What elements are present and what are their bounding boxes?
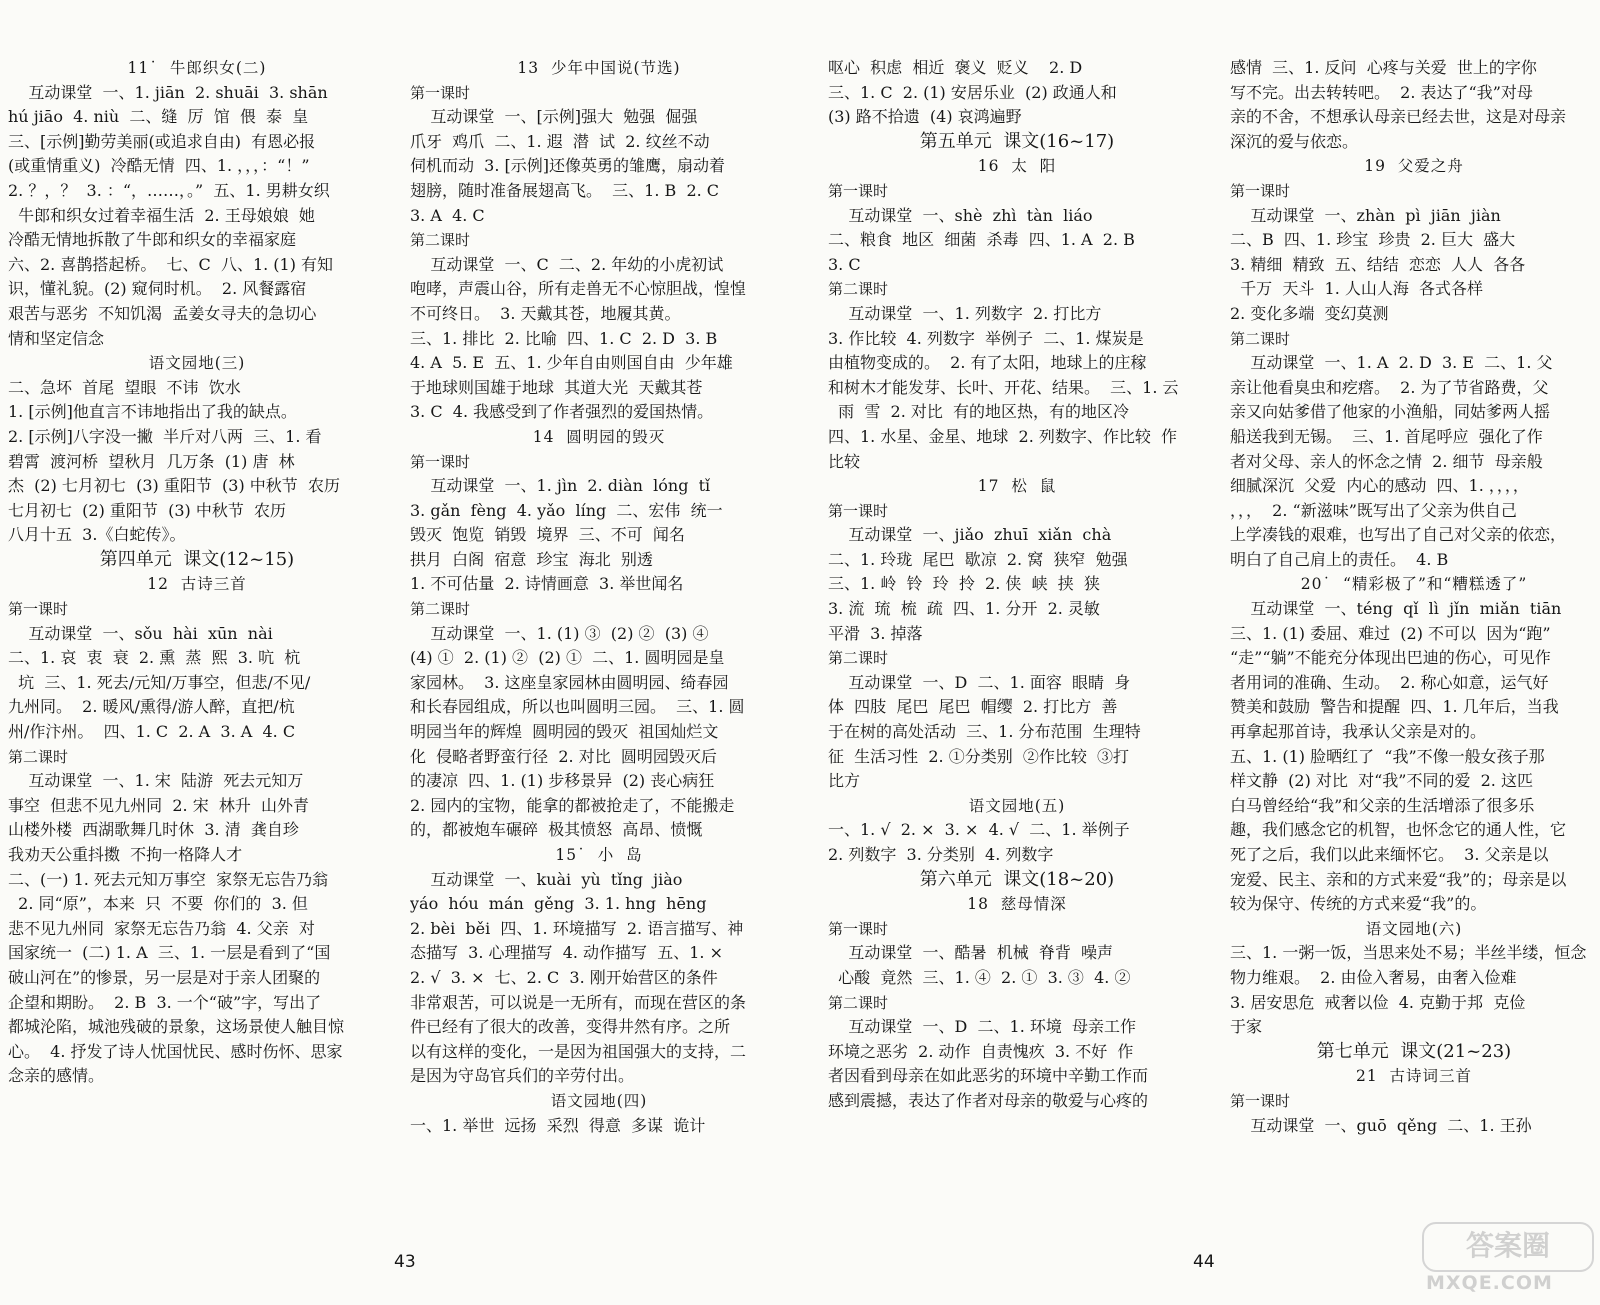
answer-line: (3) 路不拾遗 (4) 哀鸿遍野 (828, 107, 1022, 127)
lesson-heading: 18 慈母情深 (967, 895, 1067, 914)
answer-line: 2. 列数字 3. 分类别 4. 列数字 (828, 845, 1054, 864)
answer-line: 二、B 四、1. 珍宝 珍贵 2. 巨大 盛大 (1230, 230, 1516, 250)
lesson-period-label: 第一课时 (1230, 1091, 1291, 1110)
answer-line: 者用词的准确、生动。 2. 称心如意，运气好 (1230, 672, 1549, 692)
answer-line: 3. A 4. C (410, 205, 485, 225)
answer-line: 互动课堂 一、1. jiān 2. shuāi 3. shān (8, 82, 328, 102)
answer-line: 以有这样的变化，一是因为祖国强大的支持，二 (410, 1041, 747, 1061)
answer-line: 比较 (828, 451, 861, 471)
answer-line: 3. C 4. 我感受到了作者强烈的爱国热情。 (410, 402, 714, 422)
lesson-period-label: 第二课时 (828, 280, 889, 299)
answer-line: 二、1. 玲珑 尾巴 歇凉 2. 窝 狭窄 勉强 (828, 549, 1128, 569)
answer-line: yáo hóu mán gěng 3. 1. hng hēng (410, 894, 707, 914)
answer-line: (4) ① 2. (1) ② (2) ① 二、1. 圆明园是皇 (410, 648, 725, 668)
answer-line: 和树木才能发芽、长叶、开花、结果。 三、1. 云 (828, 377, 1179, 397)
answer-line: 互动课堂 一、[示例]强大 勉强 倔强 (410, 107, 698, 127)
lesson-period-label: 第二课时 (8, 747, 69, 766)
answer-line: 三、1. C 2. (1) 安居乐业 (2) 政通人和 (828, 82, 1117, 102)
answer-line: 五、1. (1) 脸晒红了 “我”不像一般女孩子那 (1230, 746, 1545, 766)
answer-line: 念亲的感情。 (8, 1066, 105, 1086)
answer-line: 伺机而动 3. [示例]还像英勇的雏鹰，扇动着 (410, 156, 726, 176)
answer-line: 八月十五 3.《白蛇传》。 (8, 525, 186, 545)
lesson-period-label: 第二课时 (410, 600, 471, 619)
answer-line: 互动课堂 一、guō qěng 二、1. 王孙 (1230, 1115, 1532, 1135)
answer-line: 深沉的爱与依恋。 (1230, 131, 1359, 151)
answer-line: 较为保守、传统的方式来爱“我”的。 (1230, 894, 1487, 914)
answer-line: 的，都被炮车碾碎 极其愤怒 高昂、愤慨 (410, 820, 703, 840)
answer-line: 比方 (828, 771, 861, 791)
answer-line: 互动课堂 一、sǒu hài xūn nài (8, 623, 273, 643)
page-number-right: 44 (1193, 1252, 1215, 1272)
answer-line: 写不完。出去转转吧。 2. 表达了“我”对母 (1230, 82, 1533, 102)
watermark-logo: 答案圈 (1422, 1222, 1594, 1272)
answer-line: 征 生活习性 2. ①分类别 ②作比较 ③打 (828, 746, 1130, 766)
answer-line: 互动课堂 一、酷暑 机械 脊背 噪声 (828, 943, 1114, 963)
watermark-url: MXQE.COM (1426, 1272, 1553, 1294)
answer-line: 亲的不舍，不想承认母亲已经去世，这是对母亲 (1230, 107, 1567, 127)
answer-line: (或重情重义) 冷酷无情 四、1. ，，，：“！” (8, 156, 310, 176)
lesson-heading: 17 松 鼠 (977, 477, 1057, 496)
answer-line: 毁灭 饱览 销毁 境界 三、不可 闻名 (410, 525, 685, 545)
answer-line: 的凄凉 四、1. (1) 步移景异 (2) 丧心病狂 (410, 771, 715, 791)
answer-line: 破山河在”的惨景，另一层是对于亲人团聚的 (8, 967, 321, 987)
answer-line: 四、1. 水星、金星、地球 2. 列数字、作比较 作 (828, 426, 1178, 446)
unit-heading: 第七单元 课文(21~23) (1316, 1040, 1512, 1062)
lesson-period-label: 第一课时 (1230, 181, 1291, 200)
lesson-period-label: 第一课时 (8, 600, 69, 619)
answer-line: 趣，我们感念它的机智，也怀念它的通人性，它 (1230, 820, 1567, 840)
answer-column-4 (1230, 56, 1598, 1138)
answer-line: 体 四肢 尾巴 尾巴 帽缨 2. 打比方 善 (828, 697, 1118, 717)
answer-line: 化 侵略者野蛮行径 2. 对比 圆明园毁灭后 (410, 746, 717, 766)
answer-line: 3. 作比较 4. 列数字 举例子 二、1. 煤炭是 (828, 328, 1144, 348)
answer-line: 情和坚定信念 (8, 328, 105, 348)
answer-line: 非常艰苦，可以说是一无所有，而现在营区的条 (410, 992, 747, 1012)
answer-line: 是因为守岛官兵们的辛劳付出。 (410, 1066, 635, 1086)
answer-line: 上学凑钱的艰难，也写出了自己对父亲的依恋， (1230, 525, 1567, 545)
answer-line: 九州同。 2. 暖风/熏得/游人醉，直把/杭 (8, 697, 295, 717)
answer-line: 心酸 竟然 三、1. ④ 2. ① 3. ③ 4. ② (828, 967, 1131, 987)
answer-line: 再拿起那首诗，我承认父亲是对的。 (1230, 722, 1487, 742)
answer-line: 都城沦陷，城池残破的景象，这场景使人触目惊 (8, 1017, 345, 1037)
answer-line: hú jiāo 4. niù 二、缝 厉 馆 偎 泰 皇 (8, 107, 309, 127)
answer-line: 亲让他看臭虫和疙瘩。 2. 为了节省路费，父 (1230, 377, 1549, 397)
answer-line: 死了之后，我们以此来缅怀它。 3. 父亲是以 (1230, 845, 1549, 864)
answer-line: 冷酷无情地拆散了牛郎和织女的幸福家庭 (8, 230, 297, 250)
page-number-left: 43 (394, 1252, 416, 1272)
answer-line: 二、粮食 地区 细菌 杀毒 四、1. A 2. B (828, 230, 1135, 250)
answer-line: 三、[示例]勤劳美丽(或追求自由) 有恩必报 (8, 131, 316, 151)
answer-line: 1. [示例]他直言不讳地指出了我的缺点。 (8, 402, 297, 422)
answer-line: 七月初七 (2) 重阳节 (3) 中秋节 农历 (8, 500, 287, 520)
lesson-period-label: 第一课时 (410, 83, 471, 102)
answer-line: 互动课堂 一、zhàn pì jiān jiàn (1230, 205, 1501, 225)
answer-line: 碧霄 渡河桥 望秋月 几万条 (1) 唐 林 (8, 451, 295, 471)
lesson-period-label: 第二课时 (1230, 329, 1291, 348)
answer-line: 1. 不可估量 2. 诗情画意 3. 举世闻名 (410, 574, 684, 594)
answer-line: “走”“躺”不能充分体现出巴迪的伤心，可见作 (1230, 648, 1551, 668)
answer-line: ，，， 2. “新滋味”既写出了父亲为供自己 (1230, 500, 1517, 520)
answer-column-3 (828, 56, 1206, 1114)
answer-line: 事空 但悲不见九州同 2. 宋 林升 山外青 (8, 795, 310, 815)
answer-line: 件已经有了很大的改善，变得井然有序。之所 (410, 1017, 731, 1037)
answer-line: 2. bèi běi 四、1. 环境描写 2. 语言描写、神 (410, 918, 744, 938)
answer-line: 互动课堂 一、jiǎo zhuī xiǎn chà (828, 525, 1112, 545)
answer-line: 三、1. 排比 2. 比喻 四、1. C 2. D 3. B (410, 328, 718, 348)
answer-line: 于在树的高处活动 三、1. 分布范围 生理特 (828, 722, 1141, 742)
answer-line: 拱月 白阁 宿意 珍宝 海北 别透 (410, 549, 653, 569)
lesson-heading: 20˙ “精彩极了”和“糟糕透了” (1300, 575, 1528, 594)
answer-line: 互动课堂 一、1. 列数字 2. 打比方 (828, 303, 1102, 323)
answer-line: 二、1. 哀 衷 衰 2. 熏 蒸 熙 3. 吭 杭 (8, 648, 301, 668)
lesson-heading: 13 少年中国说(节选) (517, 59, 681, 77)
answer-line: 互动课堂 一、1. A 2. D 3. E 二、1. 父 (1230, 353, 1553, 373)
lesson-heading: 12 古诗三首 (147, 575, 247, 594)
watermark (1420, 1222, 1592, 1300)
answer-line: 坑 三、1. 死去/元知/万事空，但悲/不见/ (8, 672, 311, 692)
answer-line: 咆哮，声震山谷，所有走兽无不心惊胆战，惶惶 (410, 279, 747, 299)
answer-line: 3. 居安思危 戒奢以俭 4. 克勤于邦 克俭 (1230, 992, 1526, 1012)
unit-heading: 第五单元 课文(16~17) (919, 130, 1115, 152)
answer-column-2 (410, 56, 788, 1138)
answer-line: 宠爱、民主、亲和的方式来爱“我”的；母亲是以 (1230, 869, 1567, 889)
answer-line: 不可终日。 3. 天戴其苍，地履其黄。 (410, 303, 681, 323)
lesson-heading: 16 太 阳 (977, 157, 1057, 176)
lesson-heading: 语文园地(三) (148, 354, 246, 373)
answer-line: 爪牙 鸡爪 二、1. 遐 潜 试 2. 纹丝不动 (410, 131, 710, 151)
lesson-period-label: 第二课时 (828, 993, 889, 1012)
answer-line: 一、1. 举世 远扬 采烈 得意 多谋 诡计 (410, 1115, 706, 1135)
answer-line: 2. 变化多端 变幻莫测 (1230, 303, 1389, 323)
lesson-period-label: 第一课时 (828, 501, 889, 520)
answer-line: 州/作汴州。 四、1. C 2. A 3. A 4. C (8, 722, 296, 742)
answer-line: 物力维艰。 2. 由俭入奢易，由奢入俭难 (1230, 967, 1517, 987)
answer-line: 3. C (828, 254, 861, 274)
answer-line: 互动课堂 一、téng qǐ lì jǐn miǎn tiān (1230, 599, 1562, 619)
lesson-period-label: 第一课时 (828, 181, 889, 200)
answer-line: 亲又向姑爹借了他家的小渔船，同姑爹两人摇 (1230, 402, 1551, 422)
answer-line: 环境之恶劣 2. 动作 自责愧疚 3. 不好 作 (828, 1041, 1134, 1061)
answer-line: 互动课堂 一、1. 宋 陆游 死去元知万 (8, 771, 304, 791)
answer-line: 三、1. 一粥一饭，当思来处不易；半丝半缕，恒念 (1230, 943, 1587, 963)
answer-line: 互动课堂 一、D 二、1. 环境 母亲工作 (828, 1017, 1137, 1037)
answer-line: 和长春园组成，所以也叫圆明三园。 三、1. 圆 (410, 697, 745, 717)
answer-line: 明白了自己肩上的责任。 4. B (1230, 549, 1449, 569)
lesson-heading: 21 古诗词三首 (1355, 1067, 1473, 1086)
answer-line: 2. 同“原”，本来 只 不要 你们的 3. 但 (8, 894, 308, 914)
lesson-heading: 语文园地(六) (1365, 919, 1463, 938)
answer-line: 心。 4. 抒发了诗人忧国忧民、感时伤怀、思家 (8, 1041, 343, 1061)
answer-line: 者因看到母亲在如此恶劣的环境中辛勤工作而 (828, 1066, 1149, 1086)
answer-line: 二、(一) 1. 死去元知万事空 家祭无忘告乃翁 (8, 869, 329, 889)
lesson-heading: 11˙ 牛郎织女(二) (127, 59, 267, 77)
answer-line: 呕心 积虑 相近 褒义 贬义 2. D (828, 58, 1083, 77)
answer-line: 2. 园内的宝物，能拿的都被抢走了，不能搬走 (410, 795, 735, 815)
answer-line: 3. 精细 精致 五、结结 恋恋 人人 各各 (1230, 254, 1526, 274)
answer-column-1 (8, 56, 386, 1089)
answer-line: 于家 (1230, 1017, 1263, 1037)
lesson-heading: 15˙ 小 岛 (555, 846, 643, 864)
answer-line: 翅膀，随时准备展翅高飞。 三、1. B 2. C (410, 180, 720, 200)
answer-line: 4. A 5. E 五、1. 少年自由则国自由 少年雄 (410, 353, 733, 373)
answer-line: 赞美和鼓励 警告和提醒 四、1. 几年后，当我 (1230, 697, 1559, 717)
lesson-heading: 19 父爱之舟 (1364, 157, 1464, 176)
answer-line: 互动课堂 一、D 二、1. 面容 眼睛 身 (828, 672, 1131, 692)
answer-line: 互动课堂 一、shè zhì tàn liáo (828, 205, 1093, 225)
answer-line: 杰 (2) 七月初七 (3) 重阳节 (3) 中秋节 农历 (8, 476, 340, 496)
answer-line: 我劝天公重抖擞 不拘一格降人才 (8, 845, 243, 864)
answer-line: 山楼外楼 西湖歌舞几时休 3. 清 龚自珍 (8, 820, 299, 840)
lesson-period-label: 第一课时 (828, 919, 889, 938)
answer-line: 互动课堂 一、kuài yù tǐng jiào (410, 869, 683, 889)
answer-line: 感到震撼，表达了作者对母亲的敬爱与心疼的 (828, 1090, 1149, 1110)
answer-line: 互动课堂 一、1. jìn 2. diàn lóng tǐ (410, 476, 711, 496)
answer-line: 3. 流 琉 梳 疏 四、1. 分开 2. 灵敏 (828, 599, 1100, 619)
answer-line: 船送我到无锡。 三、1. 首尾呼应 强化了作 (1230, 426, 1543, 446)
answer-line: 2. [示例]八字没一撇 半斤对八两 三、1. 看 (8, 426, 322, 446)
answer-line: 细腻深沉 父爱 内心的感动 四、1. ，，，， (1230, 476, 1529, 496)
answer-line: 3. gǎn fèng 4. yǎo líng 二、宏伟 统一 (410, 500, 723, 520)
answer-line: 识，懂礼貌。(2) 窥伺时机。 2. 风餐露宿 (8, 279, 307, 299)
answer-line: 态描写 3. 心理描写 4. 动作描写 五、1. × (410, 943, 723, 963)
answer-line: 由植物变成的。 2. 有了太阳，地球上的庄稼 (828, 353, 1147, 373)
answer-line: 三、1. 岭 铃 玲 拎 2. 侠 峡 挟 狭 (828, 574, 1100, 594)
answer-line: 平滑 3. 掉落 (828, 623, 923, 643)
lesson-period-label: 第一课时 (410, 452, 471, 471)
answer-line: 2. ？，？ 3. ：“，……，。” 五、1. 男耕女织 (8, 180, 330, 200)
answer-line: 悲不见九州同 家祭无忘告乃翁 4. 父亲 对 (8, 918, 315, 938)
answer-line: 于地球则国雄于地球 其道大光 天戴其苍 (410, 377, 703, 397)
lesson-period-label: 第二课时 (410, 231, 471, 250)
answer-line: 者对父母、亲人的怀念之情 2. 细节 母亲般 (1230, 451, 1543, 471)
answer-line: 一、1. √ 2. × 3. × 4. √ 二、1. 举例子 (828, 820, 1130, 840)
answer-line: 样文静 (2) 对比 对“我”不同的爱 2. 这匹 (1230, 771, 1533, 791)
answer-line: 互动课堂 一、1. (1) ③ (2) ② (3) ④ (410, 623, 709, 643)
answer-line: 二、急坏 首尾 望眼 不讳 饮水 (8, 377, 241, 397)
lesson-heading: 语文园地(五) (968, 796, 1066, 815)
answer-line: 互动课堂 一、C 二、2. 年幼的小虎初试 (410, 254, 724, 274)
answer-line: 企望和期盼。 2. B 3. 一个“破”字，写出了 (8, 992, 322, 1012)
answer-line: 2. √ 3. × 七、2. C 3. 刚开始营区的条件 (410, 967, 718, 987)
answer-line: 雨 雪 2. 对比 有的地区热，有的地区冷 (828, 402, 1130, 422)
answer-line: 白马曾经给“我”和父亲的生活增添了很多乐 (1230, 795, 1535, 815)
answer-line: 千万 天斗 1. 人山人海 各式各样 (1230, 279, 1484, 299)
lesson-period-label: 第二课时 (828, 649, 889, 668)
answer-line: 国家统一 (二) 1. A 三、1. 一层是看到了“国 (8, 943, 331, 963)
lesson-heading: 语文园地(四) (550, 1091, 648, 1110)
answer-line: 感情 三、1. 反问 心疼与关爱 世上的字你 (1230, 58, 1537, 77)
unit-heading: 第四单元 课文(12~15) (99, 548, 295, 570)
lesson-heading: 14 圆明园的毁灭 (532, 427, 666, 446)
answer-line: 牛郎和织女过着幸福生活 2. 王母娘娘 她 (8, 205, 315, 225)
answer-line: 艰苦与恶劣 不知饥渴 孟姜女寻夫的急切心 (8, 303, 317, 323)
answer-line: 家园林。 3. 这座皇家园林由圆明园、绮春园 (410, 672, 729, 692)
answer-line: 三、1. (1) 委屈、难过 (2) 不可以 因为“跑” (1230, 623, 1551, 643)
unit-heading: 第六单元 课文(18~20) (919, 868, 1115, 890)
answer-line: 六、2. 喜鹊搭起桥。 七、C 八、1. (1) 有知 (8, 254, 334, 274)
answer-line: 明园当年的辉煌 圆明园的毁灭 祖国灿烂文 (410, 722, 719, 742)
